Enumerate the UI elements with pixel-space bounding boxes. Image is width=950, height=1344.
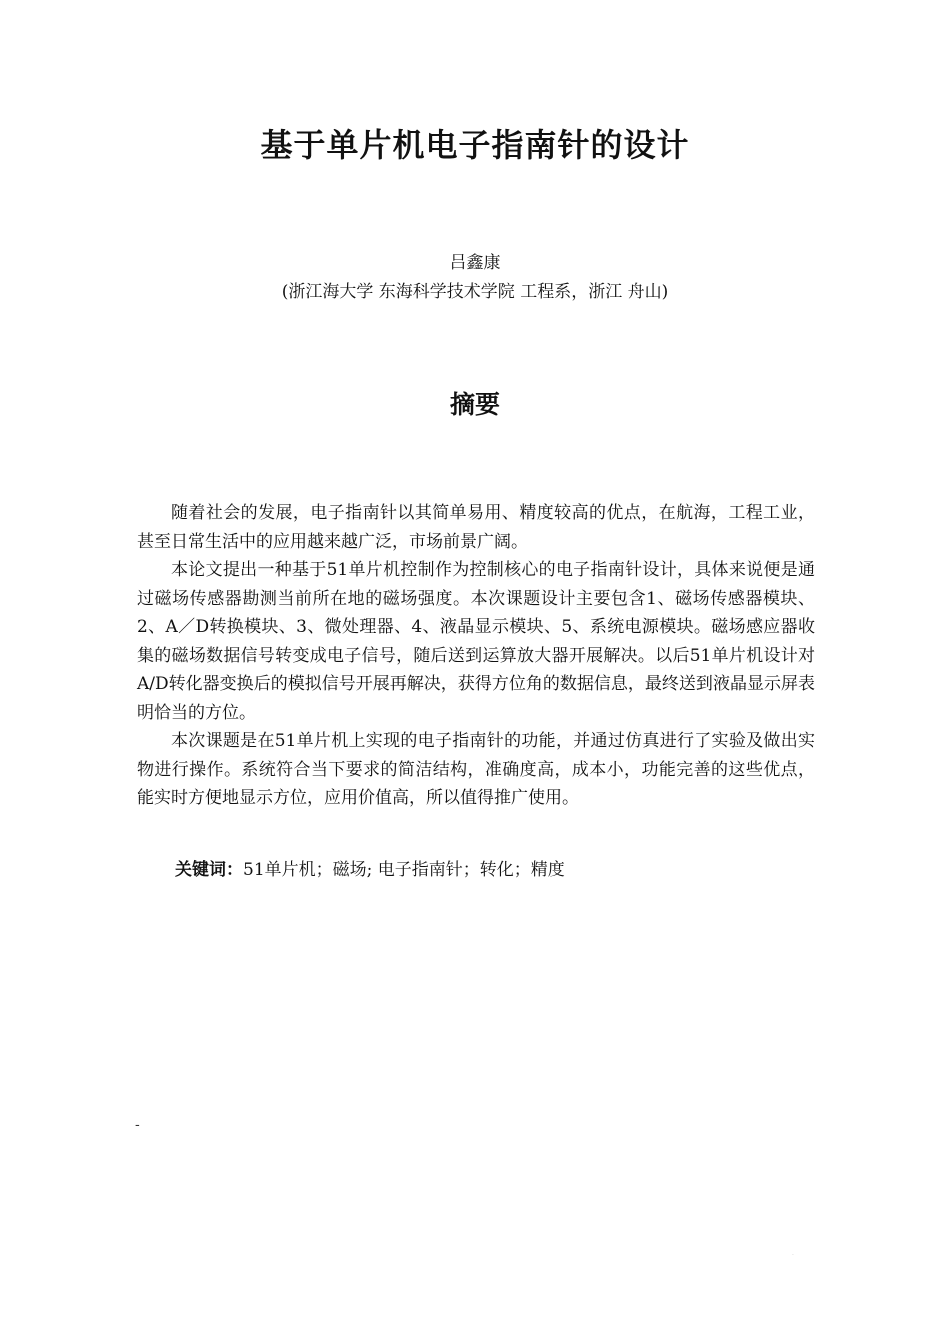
keywords-line <box>175 855 565 880</box>
author-name: 吕鑫康 <box>449 253 501 273</box>
keywords-label: 关键词： <box>175 860 243 880</box>
corner-dot: . <box>792 1250 794 1257</box>
stray-mark: - <box>135 1117 140 1133</box>
abstract-paragraph-3: 本次课题是在51单片机上实现的电子指南针的功能，并通过仿真进行了实验及做出实物进行操作。系统符合当下要求的简洁结构，准确度高，成本小，功能完善的这些优点，能实时方便地显示方位，应用价值高，所以值得推广使用。 <box>137 731 815 808</box>
abstract-paragraph-2: 本论文提出一种基于51单片机控制作为控制核心的电子指南针设计，具体来说便是通过磁场传感器勘测当前所在地的磁场强度。本次课题设计主要包含1、磁场传感器模块、2、A／D转换模块、3、微处理器、4、液晶显示模块、5、系统电源模块。磁场感应器收集的磁场数据信号转变成电子信号，随后送到运算放大器开展解决。以后51单片机设计对A/D转化器变换后的模拟信号开展再解决，获得方位角的数据信息，最终送到液晶显示屏表明恰当的方位。 <box>137 560 815 723</box>
abstract-body <box>137 499 815 813</box>
abstract-paragraph-1: 随着社会的发展，电子指南针以其简单易用、精度较高的优点，在航海，工程工业，甚至日常生活中的应用越来越广泛，市场前景广阔。 <box>137 503 815 552</box>
author-affiliation: (浙江海大学 东海科学技术学院 工程系，浙江 舟山) <box>281 282 669 302</box>
paper-title: 基于单片机电子指南针的设计 <box>260 126 690 164</box>
abstract-heading: 摘要 <box>449 390 500 419</box>
keywords-text: 51单片机；磁场; 电子指南针；转化；精度 <box>243 860 565 880</box>
